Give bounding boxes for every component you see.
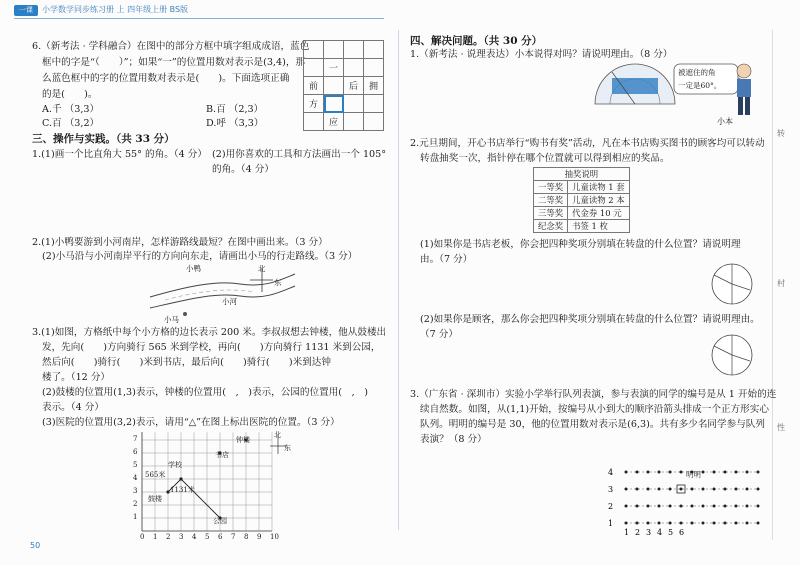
formation-dot (680, 522, 683, 525)
map-drum-tower: 鼓楼 (148, 495, 162, 503)
spinner-2[interactable] (710, 333, 754, 377)
p2a-line1: (1)如果你是书店老板，你会把四种奖项分别填在转盘的什么位置？请说明理 (420, 239, 741, 250)
p2b-line2: （7 分） (420, 329, 458, 340)
formation-dot (636, 522, 639, 525)
formation-dot (647, 471, 650, 474)
formation-dot (691, 488, 694, 491)
formation-dot (724, 471, 727, 474)
margin-char: 性 (777, 423, 785, 432)
map-north: 北 (274, 431, 281, 439)
q6-option-b[interactable]: B.百 （2,3） (206, 104, 264, 115)
dot-y-label: 4 (608, 468, 614, 477)
header-badge: 一课 (14, 5, 38, 16)
east-label: 东 (274, 278, 282, 287)
q6-line4: 的是( )。 (42, 89, 98, 100)
map-x-tick: 9 (257, 533, 262, 541)
idiom-grid (303, 40, 384, 131)
dot-formation (606, 448, 766, 538)
map-school: 学校 (168, 461, 182, 469)
prize-table (533, 167, 630, 233)
map-x-tick: 10 (270, 533, 279, 541)
map-y-tick: 7 (133, 435, 138, 443)
formation-dot (702, 471, 705, 474)
q2-part2: (2)小马沿与小河南岸平行的方向向东走，请画出小马的行走路线。（3 分） (42, 251, 358, 262)
formation-dot (669, 471, 672, 474)
map-x-tick: 6 (218, 533, 223, 541)
mingming-label: 明明 (686, 470, 701, 479)
margin-rule (772, 30, 773, 540)
formation-dot (746, 471, 749, 474)
formation-dot (702, 488, 705, 491)
map-park: 公园 (213, 517, 227, 525)
q6-line1: 6.（新考法 · 学科融合）在图中的部分方框中填字组成成语，蓝色 (32, 41, 310, 52)
column-divider (398, 30, 399, 530)
formation-dot (636, 471, 639, 474)
formation-dot (691, 522, 694, 525)
map-x-tick: 0 (140, 533, 145, 541)
town-map[interactable] (130, 424, 290, 544)
q1-part2-line1: (2)用你喜欢的工具和方法画出一个 105° (212, 149, 387, 160)
formation-dot (702, 505, 705, 508)
formation-dot (658, 522, 661, 525)
grid-cell: 一 (324, 59, 344, 77)
formation-dot (636, 488, 639, 491)
table-row: 三等奖 代金券 10 元 (534, 207, 630, 220)
formation-dot (757, 488, 760, 491)
north-label: 北 (258, 264, 266, 273)
formation-dot (713, 522, 716, 525)
section-3-title: 三、操作与实践。（共 33 分） (32, 133, 175, 145)
grid-cell: 拥 (364, 77, 384, 95)
q3-line1: 3.(1)如图，方格纸中每个小方格的边长表示 200 米。李叔叔想去钟楼，他从鼓楼出 (32, 327, 387, 338)
p3-line2: 续自然数。如图，从(1,1)开始，按编号从小到大的顺序沿箭头排成一个正方形实心 (420, 404, 769, 415)
q3-line3: 然后向( )骑行( )米到书店，最后向( )骑行( )米到达钟 (42, 357, 331, 368)
grid-cell: 应 (324, 113, 344, 131)
formation-dot (625, 471, 628, 474)
map-565m: 565米 (145, 471, 166, 479)
formation-dot (757, 522, 760, 525)
protractor-illustration (592, 58, 678, 108)
map-x-tick: 8 (244, 533, 249, 541)
formation-dot (680, 471, 683, 474)
p3-line4: 表演？（8 分） (420, 434, 487, 445)
map-bookstore: 书店 (215, 451, 229, 459)
river-label: 小河 (222, 297, 237, 306)
formation-dot (625, 505, 628, 508)
table-title: 抽奖说明 (534, 168, 630, 181)
formation-dot (757, 471, 760, 474)
q3-line2: 发，先向( )方向骑行 565 米到学校，再向( )方向骑行 1131 米到公园， (42, 342, 381, 353)
boy-illustration (730, 62, 760, 118)
formation-dot (647, 488, 650, 491)
formation-dot (658, 505, 661, 508)
formation-dot (735, 505, 738, 508)
dot-x-label: 1 (624, 528, 630, 537)
margin-char: 村 (777, 279, 785, 288)
formation-dot (746, 505, 749, 508)
map-y-tick: 3 (133, 487, 138, 495)
formation-dot (680, 488, 683, 491)
map-y-tick: 1 (133, 513, 138, 521)
duck-label: 小鸭 (186, 264, 201, 273)
p2a-line2: 由。（7 分） (420, 254, 473, 265)
formation-dot (713, 471, 716, 474)
formation-dot (735, 522, 738, 525)
formation-dot (713, 505, 716, 508)
formation-dot (691, 505, 694, 508)
map-y-tick: 6 (133, 448, 138, 456)
p3-line1: 3.（广东省 · 深圳市）实验小学举行队列表演，参与表演的同学的编号是从 1 开始的连 (410, 389, 777, 400)
map-1131m: 1131米 (170, 486, 195, 494)
dot-y-label: 1 (608, 519, 614, 528)
dot-y-label: 3 (608, 485, 614, 494)
dot-y-label: 2 (608, 502, 614, 511)
map-x-tick: 2 (166, 533, 171, 541)
table-row: 纪念奖 书签 1 枚 (534, 220, 630, 233)
map-bell-tower: 钟楼 (236, 436, 250, 444)
q1-part2-line2: 的角。（4 分） (212, 164, 274, 175)
grid-cell: 方 (304, 95, 324, 113)
p3-line3: 队列。明明的编号是 30，他的位置用数对表示是(6,3)。共有多少名同学参与队列 (420, 419, 765, 430)
dot-x-label: 2 (635, 528, 641, 537)
dot-x-label: 6 (679, 528, 685, 537)
formation-dot (669, 488, 672, 491)
dot-x-label: 4 (657, 528, 663, 537)
formation-dot (746, 522, 749, 525)
q3-line5: (2)鼓楼的位置用(1,3)表示，钟楼的位置用( , )表示，公园的位置用( , ) (42, 387, 369, 398)
map-east: 东 (284, 444, 291, 452)
p1-question: 1.（新考法 · 说理表达）小本说得对吗？请说明理由。（8 分） (410, 49, 673, 60)
q6-option-d[interactable]: D.呼 （3,3） (206, 118, 264, 129)
bubble-line1: 被遮住的角 (678, 68, 716, 77)
boy-name: 小本 (717, 117, 733, 126)
formation-dot (625, 488, 628, 491)
map-x-tick: 5 (205, 533, 210, 541)
horse-label: 小马 (164, 315, 179, 324)
map-x-tick: 7 (231, 533, 236, 541)
formation-dot (746, 488, 749, 491)
dot-x-label: 5 (668, 528, 674, 537)
formation-dot (735, 488, 738, 491)
page-number: 50 (30, 541, 41, 550)
p2-line1: 2.元旦期间，开心书店举行“购书有奖”活动，凡在本书店购买图书的顾客均可以转动 (410, 138, 765, 149)
formation-dot (702, 522, 705, 525)
formation-dot (647, 522, 650, 525)
formation-dot (724, 522, 727, 525)
formation-dot (669, 522, 672, 525)
map-x-tick: 3 (179, 533, 184, 541)
q6-option-a[interactable]: A.千 （3,3） (42, 104, 100, 115)
formation-dot (724, 505, 727, 508)
spinner-1[interactable] (710, 262, 754, 306)
header-rule (14, 18, 384, 19)
blue-box-cell[interactable] (324, 95, 344, 113)
formation-dot (724, 488, 727, 491)
grid-cell: 前 (304, 77, 324, 95)
map-x-tick: 1 (153, 533, 158, 541)
map-y-tick: 4 (133, 474, 138, 482)
section-4-title: 四、解决问题。（共 30 分） (410, 35, 543, 47)
q3-line4: 楼了。（12 分） (42, 372, 111, 383)
map-y-tick: 5 (133, 461, 138, 469)
grid-cell: 后 (344, 77, 364, 95)
formation-dot (647, 505, 650, 508)
formation-dot (735, 471, 738, 474)
formation-dot (669, 505, 672, 508)
q3-line6: 表示。（4 分） (42, 402, 104, 413)
table-row: 一等奖 儿童读物 1 套 (534, 181, 630, 194)
q1-part1: 1.(1)画一个比直角大 55° 的角。（4 分） (32, 149, 207, 160)
formation-dot (757, 505, 760, 508)
map-y-tick: 2 (133, 500, 138, 508)
p2-line2: 转盘抽奖一次，指针停在哪个位置就可以得到相应的奖品。 (420, 153, 670, 164)
q3-line7: (3)医院的位置用(3,2)表示，请用“△”在图上标出医院的位置。（3 分） (42, 417, 340, 428)
q6-line3: 么蓝色框中的字的位置用数对表示是( )。下面选项正确 (42, 73, 290, 84)
formation-dot (636, 505, 639, 508)
p2b-line1: (2)如果你是顾客，那么你会把四种奖项分别填在转盘的什么位置？请说明理由。 (420, 314, 760, 325)
margin-char: 转 (777, 129, 785, 138)
formation-dot (625, 522, 628, 525)
formation-dot (658, 471, 661, 474)
table-row: 二等奖 儿童读物 2 本 (534, 194, 630, 207)
q6-line2: 框中的字是“（ ）”；如果“一”的位置用数对表示是(3,4)，那 (42, 57, 306, 68)
header-title: 小学数学同步练习册 上 四年级上册 BS版 (42, 5, 189, 14)
q2-part1: 2.(1)小鸭要游到小河南岸，怎样游路线最短？在图中画出来。（3 分） (32, 237, 328, 248)
dot-x-label: 3 (646, 528, 652, 537)
map-x-tick: 4 (192, 533, 197, 541)
page-header (14, 4, 374, 18)
formation-dot (658, 488, 661, 491)
formation-dot (680, 505, 683, 508)
q6-option-c[interactable]: C.百 （3,2） (42, 118, 100, 129)
formation-dot (713, 488, 716, 491)
bubble-line2: 一定是60°。 (678, 81, 722, 90)
